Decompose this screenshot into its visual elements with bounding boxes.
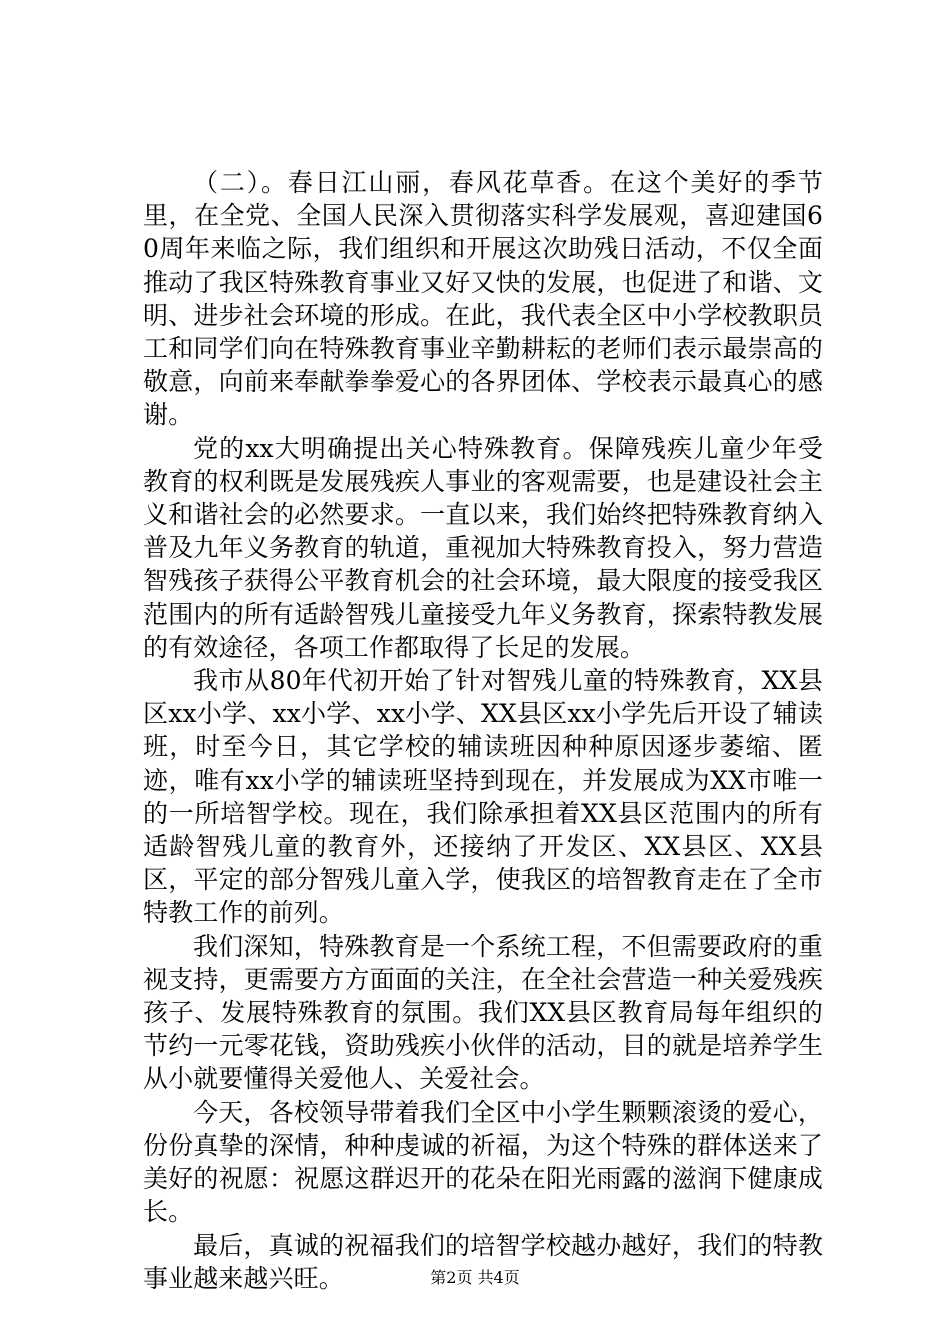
paragraph-1: （二）。春日江山丽，春风花草香。在这个美好的季节里，在全党、全国人民深入贯彻落实科学发展观，喜迎建国60周年来临之际，我们组织和开展这次助残日活动，不仅全面推动了我区特殊教育事业又好又快的发展，也促进了和谐、文明、进步社会环境的形成。在此，我代表全区中小学校教职员工和同学们向在特殊教育事业辛勤耕耘的老师们表示最崇高的敬意，向前来奉献拳拳爱心的各界团体、学校表示最真心的感谢。 [143,168,823,430]
page-number-footer: 第2页 共4页 [430,1268,520,1287]
paragraph-5: 今天，各校领导带着我们全区中小学生颗颗滚烫的爱心，份份真挚的深情，种种虔诚的祈福，为这个特殊的群体送来了美好的祝愿：祝愿这群迟开的花朵在阳光雨露的滋润下健康成长。 [143,1097,823,1227]
paragraph-2: 党的xx大明确提出关心特殊教育。保障残疾儿童少年受教育的权利既是发展残疾人事业的客观需要，也是建设社会主义和谐社会的必然要求。一直以来，我们始终把特殊教育纳入普及九年义务教育的轨道，重视加大特殊教育投入，努力营造智残孩子获得公平教育机会的社会环境，最大限度的接受我区范围内的所有适龄智残儿童接受九年义务教育，探索特教发展的有效途径，各项工作都取得了长足的发展。 [143,433,823,662]
paragraph-3: 我市从80年代初开始了针对智残儿童的特殊教育，XX县区xx小学、xx小学、xx小学、XX县区xx小学先后开设了辅读班，时至今日，其它学校的辅读班因种种原因逐步萎缩、匿迹，唯有xx小学的辅读班坚持到现在，并发展成为XX市唯一的一所培智学校。现在，我们除承担着XX县区范围内的所有适龄智残儿童的教育外，还接纳了开发区、XX县区、XX县区，平定的部分智残儿童入学，使我区的培智教育走在了全市特教工作的前列。 [143,666,823,928]
paragraph-6: 最后，真诚的祝福我们的培智学校越办越好，我们的特教事业越来越兴旺。 [143,1230,823,1293]
paragraph-4: 我们深知，特殊教育是一个系统工程，不但需要政府的重视支持，更需要方方面面的关注，在全社会营造一种关爱残疾孩子、发展特殊教育的氛围。我们XX县区教育局每年组织的节约一元零花钱，资助残疾小伙伴的活动，目的就是培养学生从小就要懂得关爱他人、关爱社会。 [143,931,823,1094]
document-body [143,166,823,1295]
